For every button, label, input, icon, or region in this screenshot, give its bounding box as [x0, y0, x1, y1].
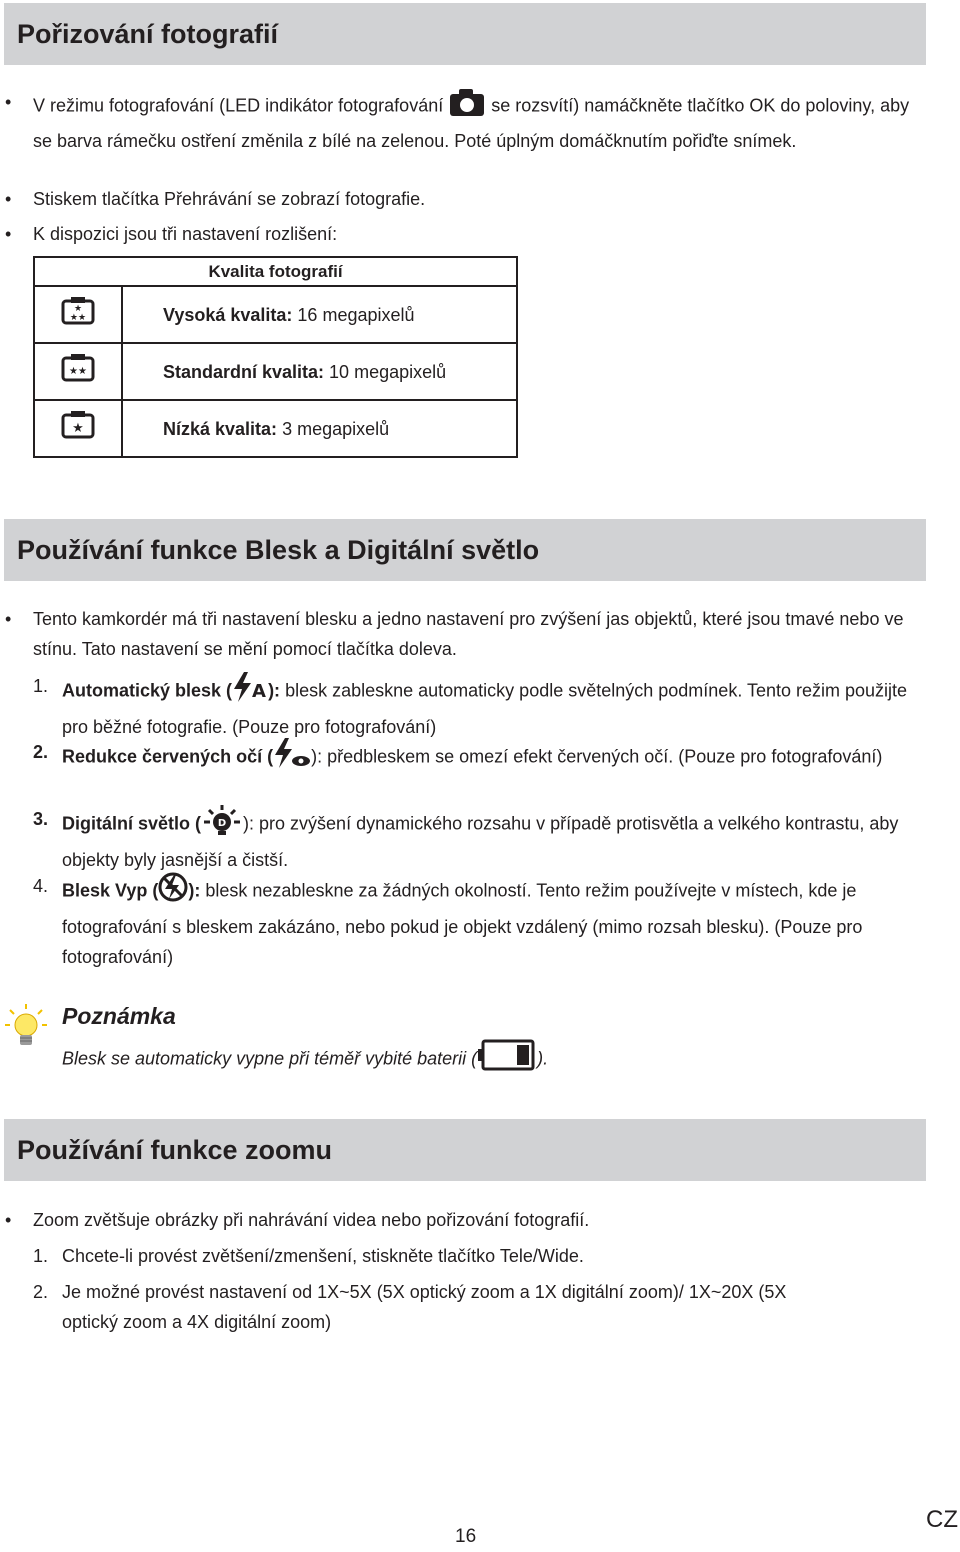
bullet-dot: •: [5, 92, 12, 112]
table-row: [34, 343, 517, 400]
camera-one-star-icon: [61, 409, 95, 448]
lightbulb-icon: [4, 1003, 48, 1058]
note-text-end: ).: [537, 1048, 549, 1069]
bullet-text: Zoom zvětšuje obrázky při nahrávání videa nebo pořizování fotografií.: [33, 1210, 590, 1230]
battery-low-icon: [477, 1038, 537, 1081]
flash-mode-label: Redukce červených očí (: [62, 746, 274, 767]
bullet-text: Stiskem tlačítka Přehrávání se zobrazí fotografie.: [33, 189, 426, 209]
section-title-photos: Pořizování fotografií: [4, 3, 926, 65]
camera-three-stars-icon: [61, 295, 95, 334]
quality-label: Standardní kvalita:: [163, 361, 325, 382]
list-text: ): předbleskem se omezí efekt červených očí. (Pouze pro fotografování): [311, 746, 883, 767]
list-number: 2.: [33, 1282, 49, 1302]
bullet-dot: •: [5, 609, 12, 629]
svg-text:★: ★: [73, 304, 83, 314]
list-number: 4.: [33, 876, 49, 896]
section-title-flash: Používání funkce Blesk a Digitální světlo: [4, 519, 926, 581]
list-number: 2.: [33, 742, 49, 762]
quality-value: 10 megapixelů: [324, 361, 447, 382]
flash-off-icon: [158, 871, 188, 912]
quality-table: [33, 256, 518, 458]
svg-text:D: D: [217, 818, 227, 829]
quality-label: Nízká kvalita:: [163, 418, 278, 439]
section-title-zoom: Používání funkce zoomu: [4, 1119, 926, 1181]
flash-auto-icon: [232, 671, 268, 712]
svg-text:A: A: [252, 681, 267, 702]
flash-mode-label: Digitální světlo (: [62, 813, 202, 834]
quality-value: 16 megapixelů: [292, 304, 415, 325]
bullet-text: se rozsvítí) namáčkněte tlačítko OK do poloviny, aby se barva rámečku ostření změnila z bílé na zelenou. Poté úplným domáčknutím pořiďte snímek.: [33, 95, 910, 151]
table-row: [34, 286, 517, 343]
digital-light-icon: [201, 804, 243, 845]
note-text: [62, 1038, 548, 1081]
note-title: Poznámka: [62, 1003, 176, 1029]
list-text: ): pro zvýšení dynamického rozsahu v případě protisvětla a velkého kontrastu, aby objekty byly jasnější a čistší.: [62, 813, 899, 870]
list-number: 1.: [33, 1246, 49, 1266]
flash-mode-label-end: ):: [188, 880, 201, 901]
svg-text:★★: ★★: [69, 366, 87, 377]
svg-text:★★: ★★: [69, 313, 87, 323]
list-text: blesk nezableskne za žádných okolností. Tento režim používejte v místech, kde je fotografování s bleskem zakázáno, nebo pokud je objekt vzdálený (mimo rozsah blesku). (Pouze pro fotografování): [62, 880, 863, 967]
bullet-dot: •: [5, 1210, 12, 1230]
flash-mode-label-end: ):: [268, 680, 281, 701]
list-text: blesk zableskne automaticky podle světelných podmínek. Tento režim použijte pro běžné fotografie. (Pouze pro fotografování): [62, 680, 908, 737]
quality-label: Vysoká kvalita:: [163, 304, 293, 325]
list-number: 1.: [33, 676, 49, 696]
note-text-start: Blesk se automaticky vypne při téměř vybité baterii (: [62, 1048, 478, 1069]
camera-icon: [448, 87, 486, 126]
list-number: 3.: [33, 809, 49, 829]
bullet-text: K dispozici jsou tři nastavení rozlišení:: [33, 224, 338, 244]
bullet-dot: •: [5, 189, 12, 209]
quality-table-header: Kvalita fotografií: [34, 257, 517, 286]
quality-value: 3 megapixelů: [277, 418, 390, 439]
red-eye-reduction-icon: [273, 737, 311, 778]
page-number: 16: [455, 1526, 477, 1547]
list-text: Chcete-li provést zvětšení/zmenšení, stiskněte tlačítko Tele/Wide.: [62, 1246, 584, 1266]
bullet-text: Tento kamkordér má tři nastavení blesku a jedno nastavení pro zvýšení jas objektů, které jsou tmavé nebo ve stínu. Tato nastavení se mění pomocí tlačítka doleva.: [33, 609, 904, 659]
table-row: [34, 400, 517, 457]
camera-two-stars-icon: [61, 352, 95, 391]
svg-text:★: ★: [72, 421, 84, 436]
bullet-text: V režimu fotografování (LED indikátor fotografování: [33, 95, 444, 116]
bullet-dot: •: [5, 224, 12, 244]
flash-mode-label: Blesk Vyp (: [62, 880, 159, 901]
language-code: CZ: [926, 1506, 958, 1533]
list-text: Je možné provést nastavení od 1X~5X (5X optický zoom a 1X digitální zoom)/ 1X~20X (5X optický zoom a 4X digitální zoom): [62, 1282, 787, 1332]
flash-mode-label: Automatický blesk (: [62, 680, 233, 701]
